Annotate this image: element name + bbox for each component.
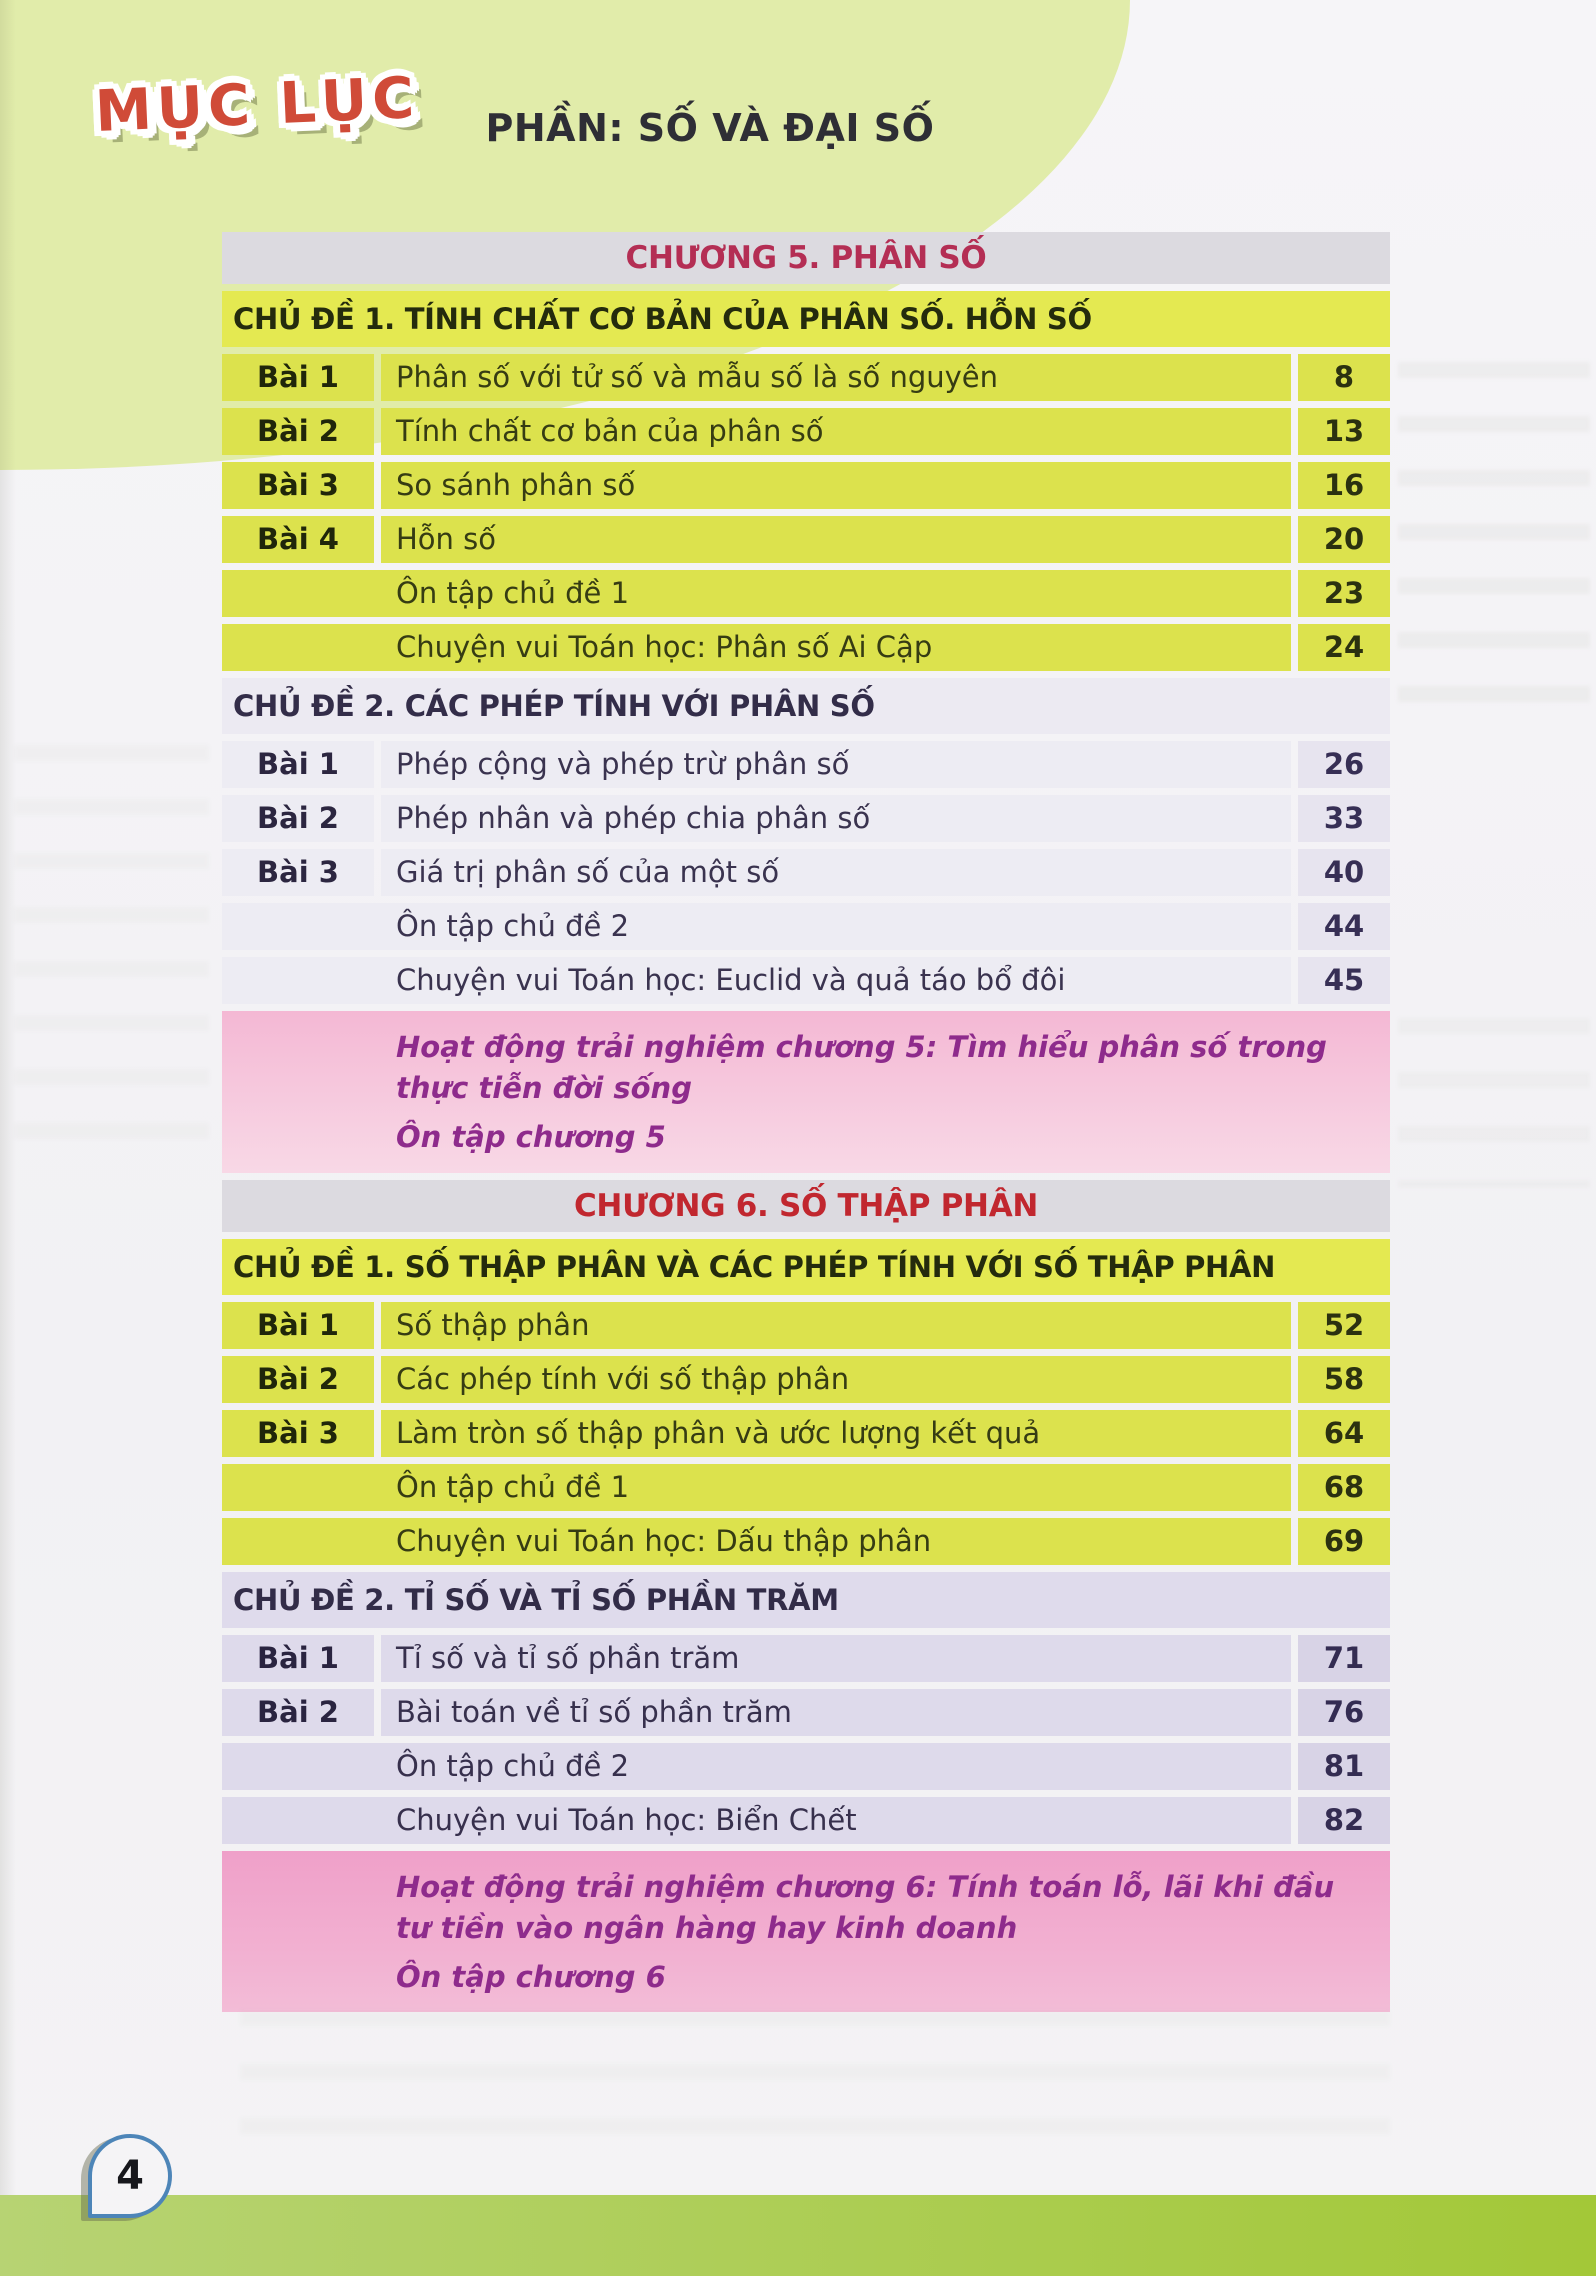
lesson-label: Bài 3 (222, 1410, 374, 1457)
activity-block (222, 1011, 1390, 1173)
lesson-label: Bài 1 (222, 1302, 374, 1349)
page-number: 23 (1298, 570, 1390, 617)
page-number: 40 (1298, 849, 1390, 896)
lesson-title: Làm tròn số thập phân và ước lượng kết quả (381, 1410, 1291, 1457)
part-heading: PHẦN: SỐ VÀ ĐẠI SỐ (485, 106, 935, 150)
page-number: 81 (1298, 1743, 1390, 1790)
lesson-label: Bài 1 (222, 354, 374, 401)
lesson-label: Bài 3 (222, 849, 374, 896)
toc-row (222, 408, 1390, 455)
activity-line: Ôn tập chương 5 (396, 1120, 666, 1155)
page-number-badge (88, 2134, 172, 2218)
lesson-title: Số thập phân (381, 1302, 1291, 1349)
lesson-label: Bài 2 (222, 1689, 374, 1736)
lesson-title: Ôn tập chủ đề 2 (222, 1743, 1291, 1790)
toc-row (222, 1635, 1390, 1682)
section-heading: CHỦ ĐỀ 1. TÍNH CHẤT CƠ BẢN CỦA PHÂN SỐ. HỖN SỐ (222, 291, 1390, 347)
bleedthrough-artifact (14, 745, 209, 1155)
page-number: 13 (1298, 408, 1390, 455)
toc-row (222, 516, 1390, 563)
toc-row (222, 1410, 1390, 1457)
toc-row (222, 1797, 1390, 1844)
toc-row (222, 741, 1390, 788)
toc-row (222, 570, 1390, 617)
lesson-title: Phép cộng và phép trừ phân số (381, 741, 1291, 788)
page-number: 52 (1298, 1302, 1390, 1349)
lesson-title: Bài toán về tỉ số phần trăm (381, 1689, 1291, 1736)
page-number: 4 (116, 2153, 144, 2199)
lesson-title: Ôn tập chủ đề 1 (222, 1464, 1291, 1511)
page-number: 82 (1298, 1797, 1390, 1844)
page-number: 24 (1298, 624, 1390, 671)
lesson-title: Phân số với tử số và mẫu số là số nguyên (381, 354, 1291, 401)
chapter-heading: CHƯƠNG 5. PHÂN SỐ (222, 232, 1390, 284)
lesson-title: Chuyện vui Toán học: Biển Chết (222, 1797, 1291, 1844)
toc-row (222, 1356, 1390, 1403)
lesson-title: Giá trị phân số của một số (381, 849, 1291, 896)
bleedthrough-artifact (1398, 362, 1590, 734)
page-number: 33 (1298, 795, 1390, 842)
lesson-label: Bài 2 (222, 408, 374, 455)
page-number: 76 (1298, 1689, 1390, 1736)
page-number: 20 (1298, 516, 1390, 563)
lesson-label: Bài 2 (222, 1356, 374, 1403)
toc-row (222, 1302, 1390, 1349)
bleedthrough-artifact (240, 2010, 1390, 2160)
toc-row (222, 462, 1390, 509)
lesson-title: Ôn tập chủ đề 2 (222, 903, 1291, 950)
lesson-title: Các phép tính với số thập phân (381, 1356, 1291, 1403)
lesson-label: Bài 4 (222, 516, 374, 563)
toc-row (222, 1464, 1390, 1511)
activity-block (222, 1851, 1390, 2013)
page-number: 26 (1298, 741, 1390, 788)
page-number: 64 (1298, 1410, 1390, 1457)
lesson-title: So sánh phân số (381, 462, 1291, 509)
lesson-title: Chuyện vui Toán học: Euclid và quả táo bổ đôi (222, 957, 1291, 1004)
page-number: 16 (1298, 462, 1390, 509)
scan-gutter-shadow (0, 0, 16, 2276)
toc-row (222, 624, 1390, 671)
toc-row (222, 1518, 1390, 1565)
lesson-title: Hỗn số (381, 516, 1291, 563)
toc-row (222, 354, 1390, 401)
toc-row (222, 795, 1390, 842)
lesson-title: Phép nhân và phép chia phân số (381, 795, 1291, 842)
toc-row (222, 1689, 1390, 1736)
page-number: 71 (1298, 1635, 1390, 1682)
activity-line: Ôn tập chương 6 (396, 1959, 666, 1994)
toc-row (222, 903, 1390, 950)
page-number: 44 (1298, 903, 1390, 950)
muc-luc-logo: MỤC LỤC (93, 64, 421, 146)
toc-row (222, 957, 1390, 1004)
page-number: 58 (1298, 1356, 1390, 1403)
page-number: 8 (1298, 354, 1390, 401)
lesson-title: Tính chất cơ bản của phân số (381, 408, 1291, 455)
page-number: 45 (1298, 957, 1390, 1004)
activity-line: Hoạt động trải nghiệm chương 5: Tìm hiểu phân số trong thực tiễn đời sống (396, 1030, 1327, 1106)
lesson-label: Bài 2 (222, 795, 374, 842)
lesson-label: Bài 3 (222, 462, 374, 509)
section-heading: CHỦ ĐỀ 2. TỈ SỐ VÀ TỈ SỐ PHẦN TRĂM (222, 1572, 1390, 1628)
page-number: 68 (1298, 1464, 1390, 1511)
chapter-heading: CHƯƠNG 6. SỐ THẬP PHÂN (222, 1180, 1390, 1232)
lesson-title: Chuyện vui Toán học: Phân số Ai Cập (222, 624, 1291, 671)
lesson-label: Bài 1 (222, 741, 374, 788)
lesson-title: Chuyện vui Toán học: Dấu thập phân (222, 1518, 1291, 1565)
lesson-title: Ôn tập chủ đề 1 (222, 570, 1291, 617)
activity-line: Hoạt động trải nghiệm chương 6: Tính toán lỗ, lãi khi đầu tư tiền vào ngân hàng hay kinh doanh (396, 1869, 1335, 1945)
section-heading: CHỦ ĐỀ 2. CÁC PHÉP TÍNH VỚI PHÂN SỐ (222, 678, 1390, 734)
section-heading: CHỦ ĐỀ 1. SỐ THẬP PHÂN VÀ CÁC PHÉP TÍNH VỚI SỐ THẬP PHÂN (222, 1239, 1390, 1295)
page-number: 69 (1298, 1518, 1390, 1565)
lesson-label: Bài 1 (222, 1635, 374, 1682)
lesson-title: Tỉ số và tỉ số phần trăm (381, 1635, 1291, 1682)
toc-row (222, 1743, 1390, 1790)
bleedthrough-artifact (1398, 1018, 1590, 1188)
toc-row (222, 849, 1390, 896)
toc (222, 232, 1390, 2019)
bottom-green-band (0, 2195, 1596, 2276)
